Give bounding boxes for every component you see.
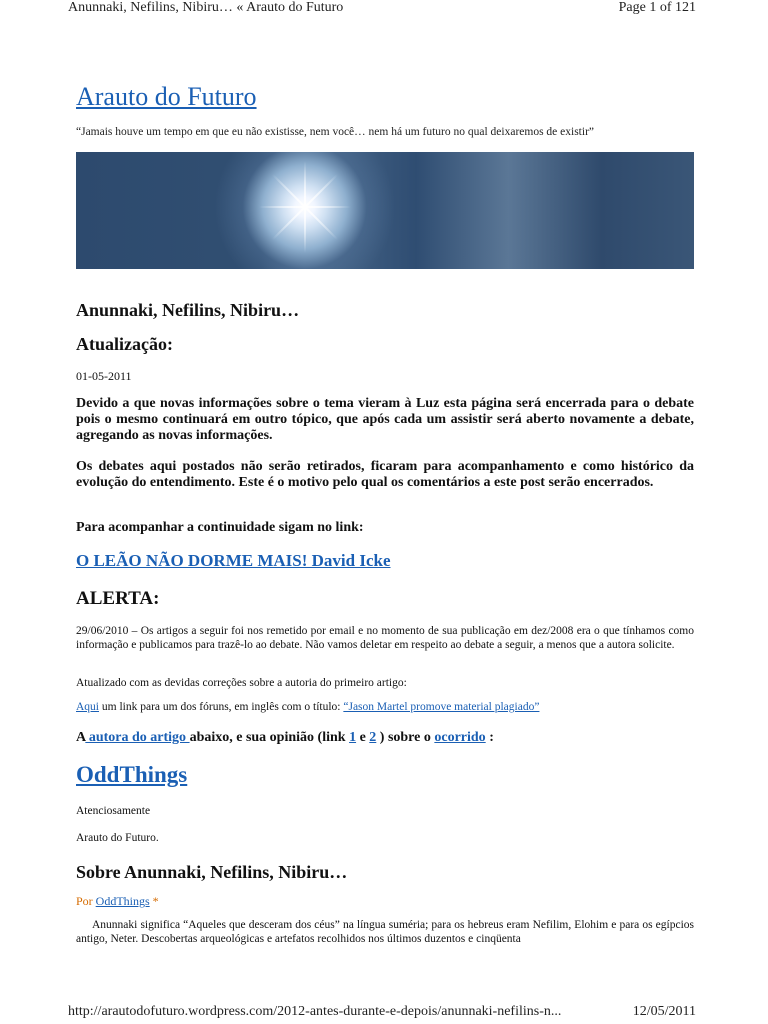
header-banner-image (76, 152, 694, 269)
byline-author-link[interactable]: OddThings (95, 894, 150, 908)
sun-flare-icon (304, 206, 306, 208)
article-byline (76, 894, 159, 909)
alert-heading: ALERTA: (76, 588, 160, 609)
page-footer-date: 12/05/2011 (632, 1004, 696, 1019)
paragraph-debates: Os debates aqui postados não serão retirados, ficaram para acompanhamento e como histórico da evolução do entendimento. Este é o motivo pelo qual os comentários a este post serão encerrados. (76, 459, 694, 490)
byline-suffix: * (149, 894, 159, 908)
paragraph-updated: Atualizado com as devidas correções sobre a autoria do primeiro artigo: (76, 677, 407, 689)
paragraph-follow-link: Para acompanhar a continuidade sigam no link: (76, 520, 364, 535)
author-text-2: abaixo, e sua opinião (link (189, 730, 350, 745)
author-text-4: ) sobre o (376, 730, 435, 745)
author-text-3: e (356, 730, 370, 745)
blog-title-link[interactable]: Arauto do Futuro (76, 82, 257, 111)
signature-name: Arauto do Futuro. (76, 832, 159, 844)
lion-article-link[interactable]: O LEÃO NÃO DORME MAIS! David Icke (76, 551, 391, 570)
blog-tagline: “Jamais houve um tempo em que eu não existisse, nem você… nem há um futuro no qual deixaremos de existir” (76, 126, 594, 138)
byline-prefix: Por (76, 894, 96, 908)
update-heading: Atualização: (76, 334, 173, 354)
page-header-title: Anunnaki, Nefilins, Nibiru… « Arauto do Futuro (68, 0, 344, 15)
page-indicator: Page 1 of 121 (618, 0, 696, 15)
opinion-link-1[interactable]: 1 (349, 730, 357, 745)
jason-martel-link[interactable]: “Jason Martel promove material plagiado” (343, 701, 540, 713)
update-date: 01-05-2011 (76, 369, 132, 383)
paragraph-alert: 29/06/2010 – Os artigos a seguir foi nos remetido por email e no momento de sua publicação em dez/2008 era o que tínhamos como informação e publicamos para trazê-lo ao debate. Não vamos deletar em respeito ao debate a seguir, a menos que a autora solicite. (76, 625, 694, 651)
forum-text: um link para um dos fóruns, em inglês com o título: (99, 701, 344, 713)
page-footer-url: http://arautodofuturo.wordpress.com/2012-antes-durante-e-depois/anunnaki-nefilins-n... (68, 1004, 562, 1019)
opinion-link-2[interactable]: 2 (369, 730, 377, 745)
author-article-link[interactable]: autora do artigo (85, 730, 190, 745)
post-title: Anunnaki, Nefilins, Nibiru… (76, 300, 300, 320)
author-text-5: : (485, 730, 494, 745)
article-paragraph-1: Anunnaki significa “Aqueles que desceram dos céus” na língua suméria; para os hebreus eram Nefilim, Elohim e para os egípcios antigo, Neter. Descobertas arqueológicas e artefatos recolhidos nos últimos duzentos e cinqüenta (76, 919, 694, 945)
signature-greeting: Atenciosamente (76, 805, 151, 817)
paragraph-forum-link (76, 701, 539, 713)
aqui-link[interactable]: Aqui (76, 701, 99, 713)
paragraph-author-links (76, 730, 494, 746)
ocorrido-link[interactable]: ocorrido (434, 730, 486, 745)
author-text-1: A (76, 730, 86, 745)
article-subtitle: Sobre Anunnaki, Nefilins, Nibiru… (76, 862, 348, 882)
paragraph-update-notice: Devido a que novas informações sobre o tema vieram à Luz esta página será encerrada para o debate pois o mesmo continuará em outro tópico, que após cada um assistir será aberto novamente a debate, agregando as novas informações. (76, 396, 694, 443)
oddthings-link[interactable]: OddThings (76, 762, 188, 787)
